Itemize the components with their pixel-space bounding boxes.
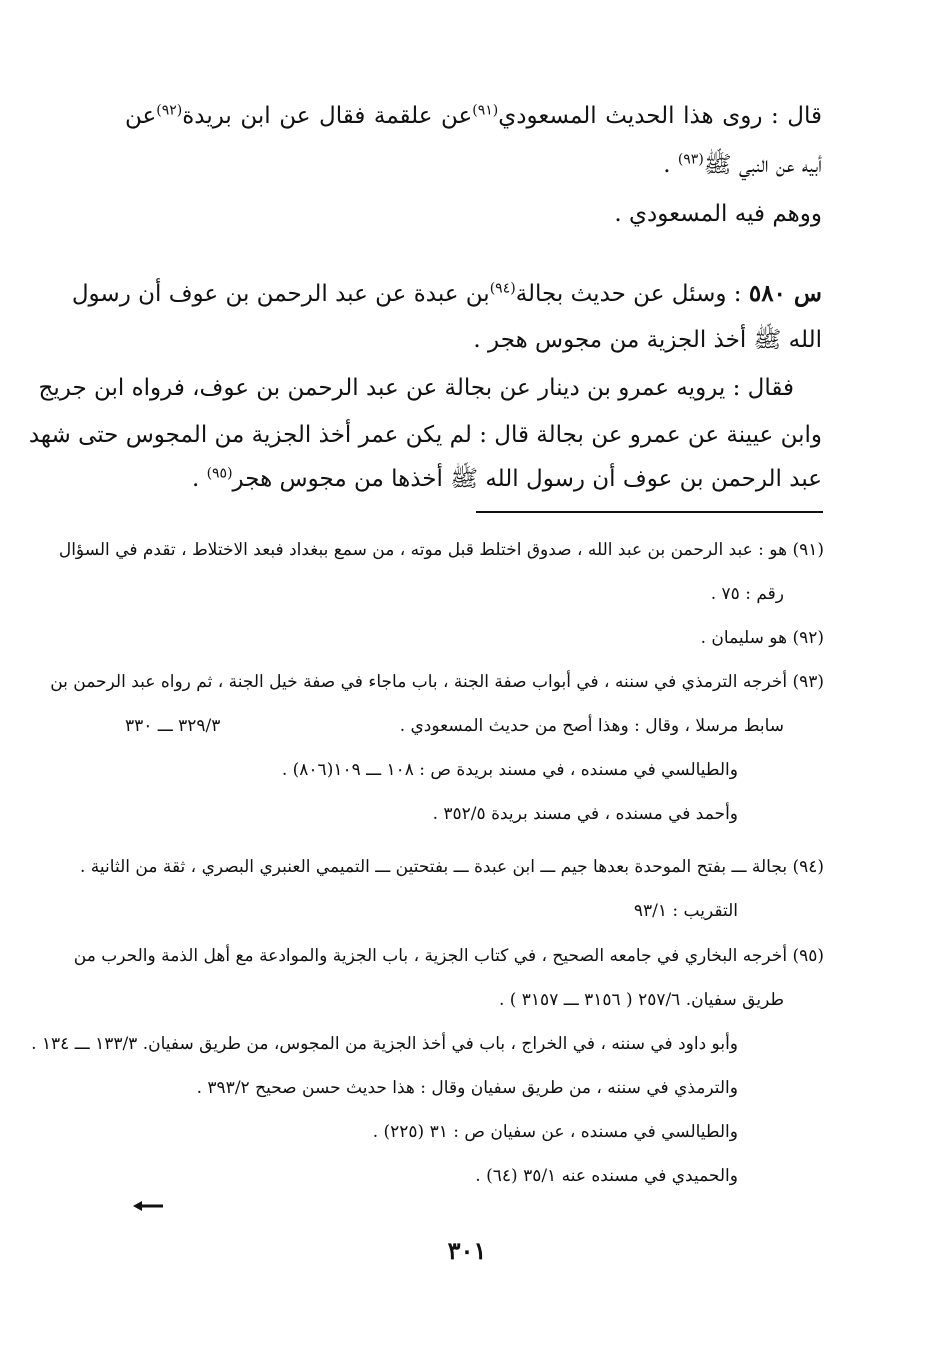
footnote-93-taya: والطيالسي في مسنده ، في مسند بريدة ص : ١٠٨ ـــ ١٠٩(٨٠٦) .	[281, 760, 738, 780]
main-line-2: أبيه عن النبي ﷺ$^{(٩٣)}$ .	[663, 151, 822, 178]
footnote-91-cont: رقم : ٧٥ .	[710, 584, 784, 604]
page-number: ٣٠١	[447, 1236, 487, 1265]
footnote-93-cont: سابط مرسلا ، وقال : وهذا أصح من حديث المسعودي .	[399, 716, 784, 736]
footnote-95-cont: طريق سفيان. ٢٥٧/٦ ( ٣١٥٦ ـــ ٣١٥٧ ) .	[498, 990, 784, 1010]
left-arrow-icon	[133, 1200, 163, 1212]
footnote-95-tirmidhi: والترمذي في سننه ، من طريق سفيان وقال : هذا حديث حسن صحيح ٣٩٣/٢ .	[196, 1078, 738, 1098]
footnote-94-cont: التقريب : ٩٣/١	[633, 901, 738, 921]
footnote-93-ref: ٣٢٩/٣ ـــ ٣٣٠	[125, 716, 221, 736]
answer-line-3: عبد الرحمن بن عوف أن رسول الله ﷺ أخذها من مجوس هجر$^{(٩٥)}$ .	[191, 465, 822, 492]
footnote-separator	[476, 511, 823, 513]
question-580-line-2: الله ﷺ أخذ الجزية من مجوس هجر .	[473, 327, 822, 353]
main-line-3: ووهم فيه المسعودي .	[614, 201, 822, 227]
footnote-95-humaydi: والحميدي في مسنده عنه ٣٥/١ (٦٤) .	[475, 1166, 738, 1186]
footnote-93-ahmad: وأحمد في مسنده ، في مسند بريدة ٣٥٢/٥ .	[432, 804, 738, 824]
footnote-95: (٩٥) أخرجه البخاري في جامعه الصحيح ، في كتاب الجزية ، باب الجزية والموادعة مع أهل الذمة والحرب من	[73, 946, 824, 966]
answer-line-1: فقال : يرويه عمرو بن دينار عن بجالة عن عبد الرحمن بن عوف، فرواه ابن جريج	[38, 375, 794, 401]
footnote-95-tayalisi: والطيالسي في مسنده ، عن سفيان ص : ٣١ (٢٢٥) .	[372, 1122, 738, 1142]
footnote-93: (٩٣) أخرجه الترمذي في سننه ، في أبواب صفة الجنة ، باب ماجاء في صفة خيل الجنة ، ثم رواه عبد الرحمن بن	[50, 672, 824, 692]
footnote-91: (٩١) هو : عبد الرحمن بن عبد الله ، صدوق اختلط قبل موته ، من سمع ببغداد فبعد الاختلاط ، تقدم في السؤال	[58, 540, 824, 560]
question-number: س ٥٨٠	[748, 280, 822, 307]
footnote-92: (٩٢) هو سليمان .	[700, 628, 824, 648]
footnote-94: (٩٤) بجالة ـــ بفتح الموحدة بعدها جيم ـــ ابن عبدة ـــ بفتحتين ـــ التميمي العنبري البصري ، ثقة من الثانية .	[79, 857, 824, 877]
footnote-95-abudawud: وأبو داود في سننه ، في الخراج ، باب في أخذ الجزية من المجوس، من طريق سفيان. ١٣٣/٣ ـــ ١٣٤ .	[31, 1034, 738, 1054]
answer-line-2: وابن عيينة عن عمرو عن بجالة قال : لم يكن عمر أخذ الجزية من المجوس حتى شهد	[28, 422, 822, 448]
question-580-line-1: س ٥٨٠ : وسئل عن حديث بجالة$^{(٩٤)}$بن عبدة عن عبد الرحمن بن عوف أن رسول	[71, 280, 822, 307]
main-line-1: قال : روى هذا الحديث المسعودي$^{(٩١)}$عن علقمة فقال عن ابن بريدة$^{(٩٢)}$عن	[125, 102, 822, 129]
